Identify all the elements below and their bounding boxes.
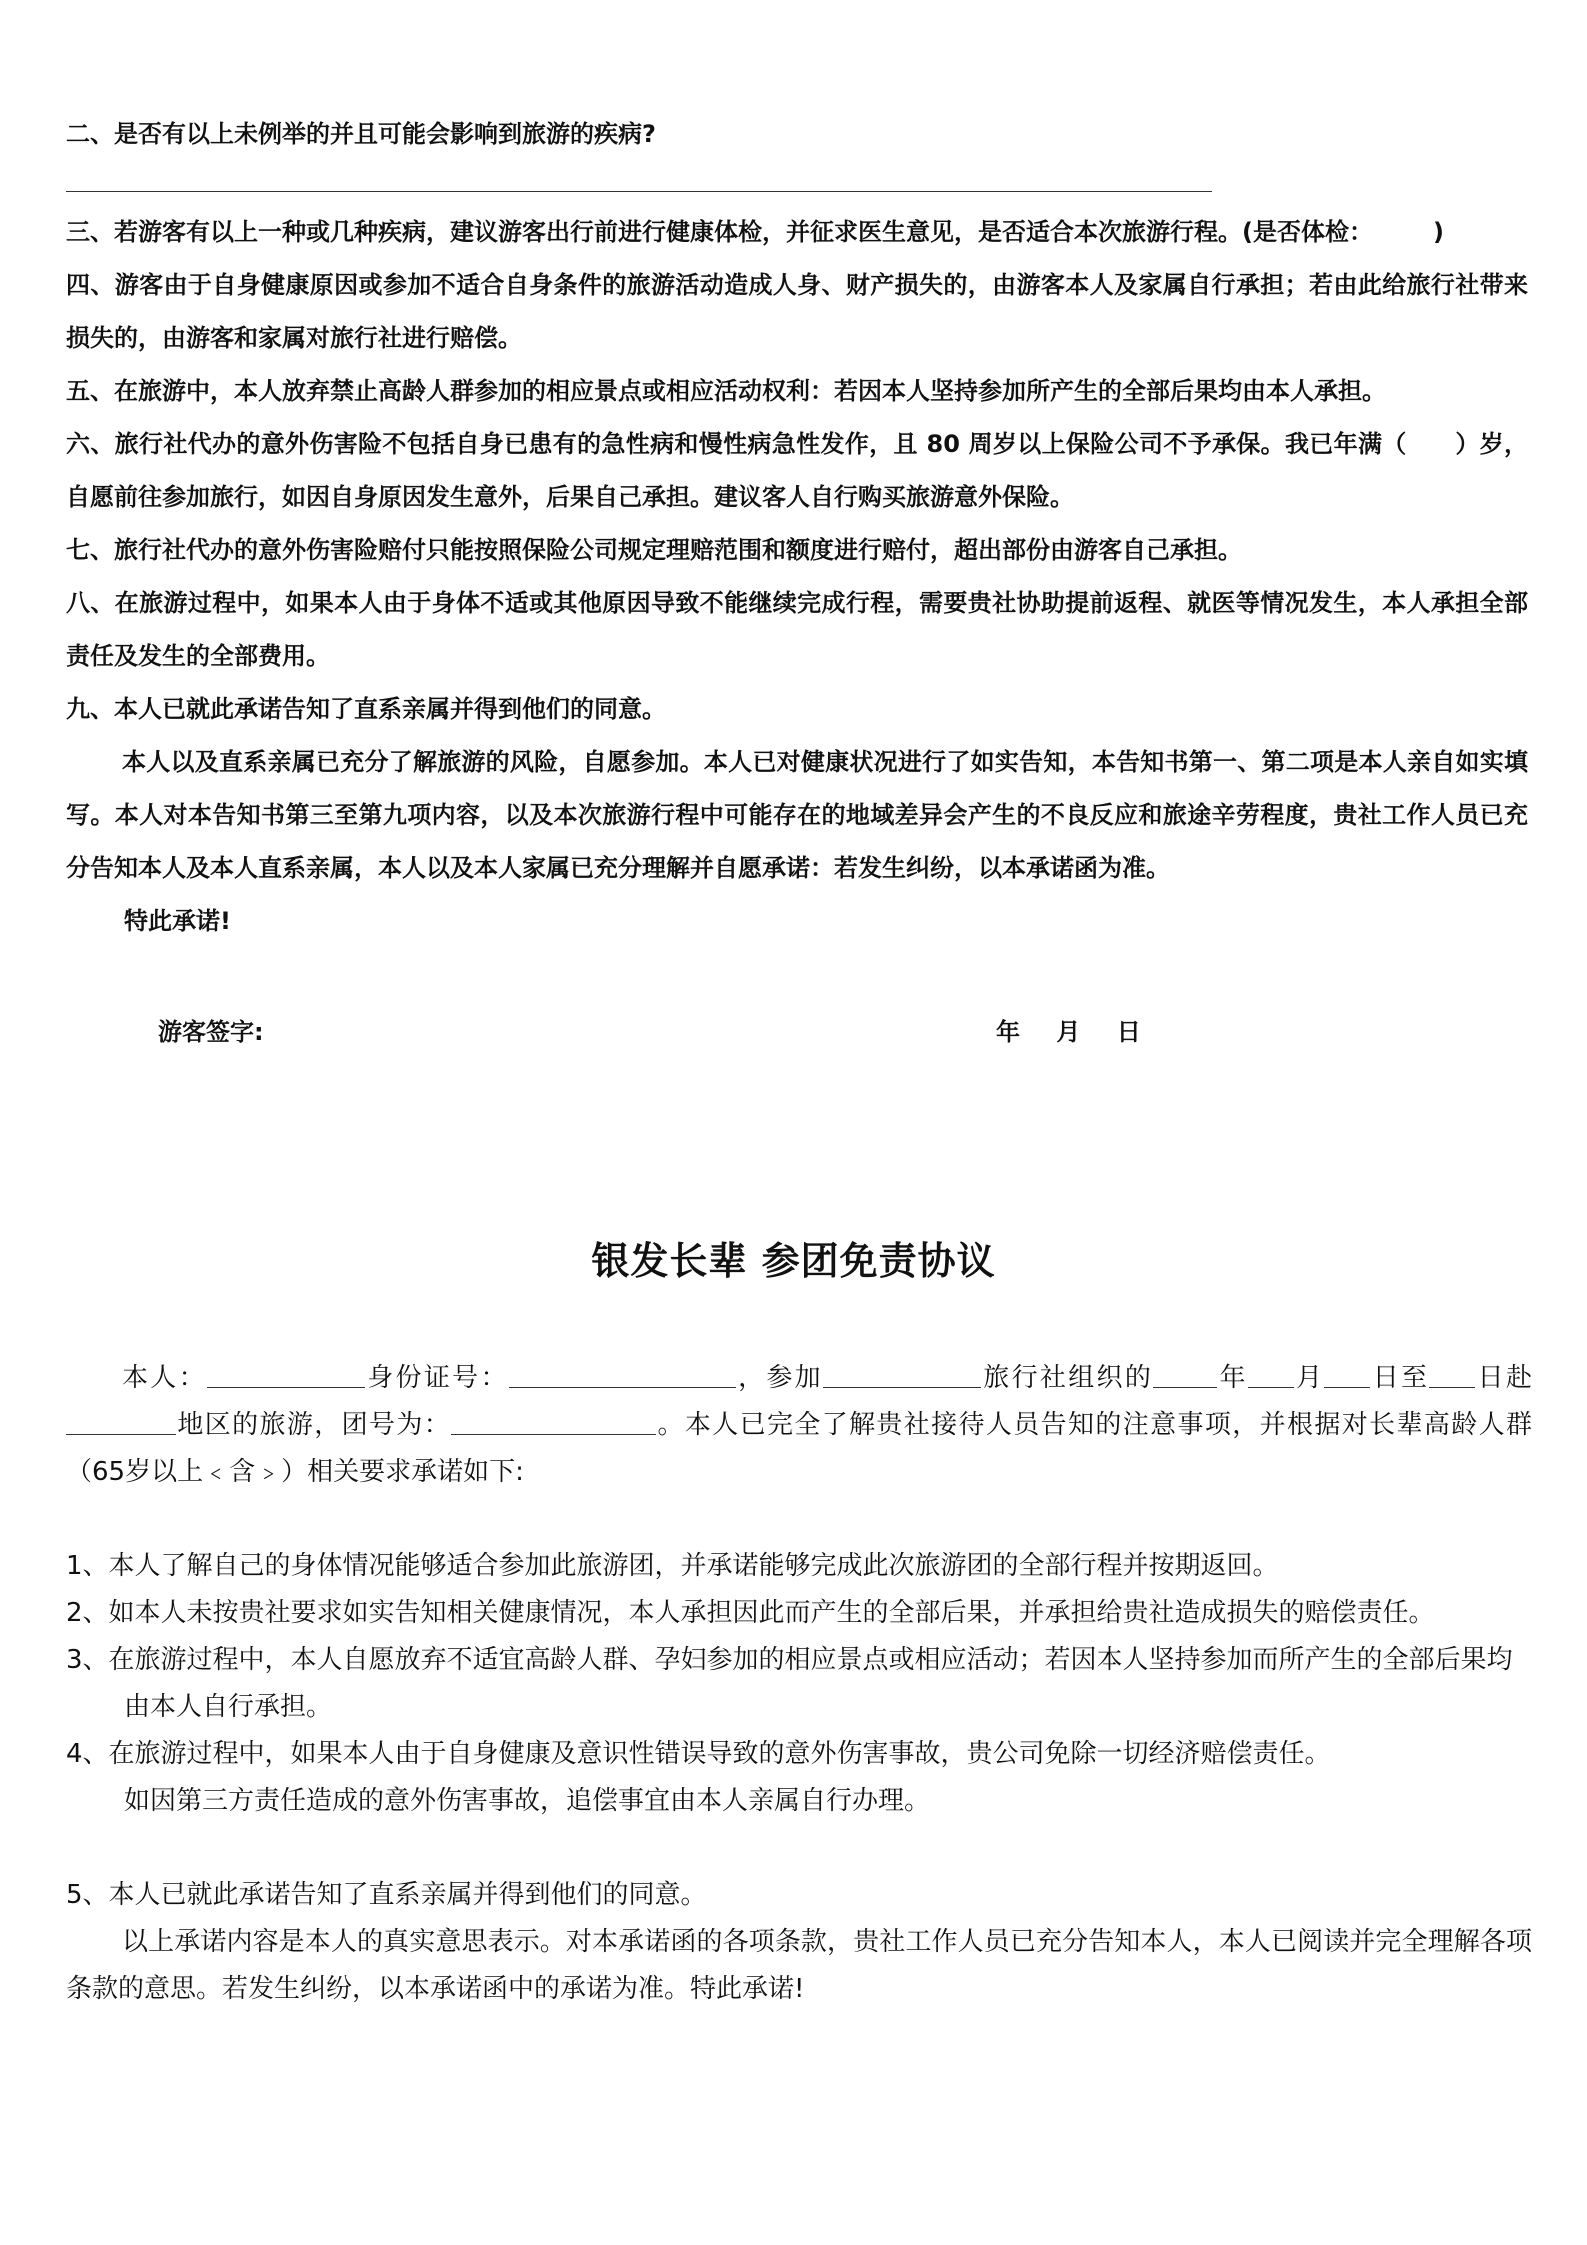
- signature-row: [158, 1012, 1258, 1052]
- agreement-item-1: 1、本人了解自己的身体情况能够适合参加此旅游团，并承诺能够完成此次旅游团的全部行程并按期返回。: [66, 1551, 1279, 1581]
- agreement-item-3: 3、在旅游过程中，本人自愿放弃不适宜高龄人群、孕妇参加的相应景点或相应活动；若因本人坚持参加而所产生的全部后果均由本人自行承担。: [66, 1645, 1513, 1722]
- clause-five: 五、在旅游中，本人放弃禁止高龄人群参加的相应景点或相应活动权利：若因本人坚持参加所产生的全部后果均由本人承担。: [66, 377, 1386, 405]
- name-field[interactable]: [207, 1357, 365, 1388]
- intro-paragraph: [66, 1355, 1532, 1496]
- agreement-item-5: 5、本人已就此承诺告知了直系亲属并得到他们的同意。: [66, 1880, 707, 1910]
- start-day-field[interactable]: [1324, 1357, 1370, 1388]
- group-number-field[interactable]: [451, 1404, 656, 1435]
- clause-nine: 九、本人已就此承诺告知了直系亲属并得到他们的同意。: [66, 695, 666, 723]
- date-month-label: 月: [1056, 1018, 1081, 1046]
- date-day-label: 日: [1116, 1018, 1141, 1046]
- destination-field[interactable]: [66, 1404, 176, 1435]
- agreement-title: 银发长辈 参团免责协议: [591, 1239, 996, 1283]
- until-label: 日至: [1370, 1363, 1430, 1393]
- agency-field[interactable]: [823, 1357, 981, 1388]
- start-year-field[interactable]: [1153, 1357, 1217, 1388]
- id-number-field[interactable]: [509, 1357, 736, 1388]
- spacer: [66, 1496, 1532, 1543]
- final-statement: 以上承诺内容是本人的真实意思表示。对本承诺函的各项条款，贵社工作人员已充分告知本人，本人已阅读并完全理解各项条款的意思。若发生纠纷，以本承诺函中的承诺为准。特此承诺!: [66, 1927, 1532, 2004]
- question-two: 二、是否有以上未例举的并且可能会影响到旅游的疾病?: [66, 120, 656, 148]
- destination-prefix: 赴: [1505, 1363, 1532, 1393]
- end-day-field[interactable]: [1429, 1357, 1475, 1388]
- consent-statement: 本人以及直系亲属已充分了解旅游的风险，自愿参加。本人已对健康状况进行了如实告知，本告知书第一、第二项是本人亲自如实填写。本人对本告知书第三至第九项内容，以及本次旅游行程中可能存在的地域差异会产生的不良反应和旅途辛劳程度，贵社工作人员已充分告知本人及本人直系亲属，本人以及本人家属已充分理解并自愿承诺：若发生纠纷，以本承诺函为准。: [66, 748, 1528, 882]
- name-label: 本人：: [122, 1363, 207, 1393]
- agency-label: 旅行社组织的: [981, 1363, 1154, 1393]
- join-label: ，参加: [735, 1363, 823, 1393]
- clause-seven: 七、旅行社代办的意外伤害险赔付只能按照保险公司规定理赔范围和额度进行赔付，超出部份由游客自己承担。: [66, 536, 1242, 564]
- start-month-field[interactable]: [1248, 1357, 1294, 1388]
- spacer: [66, 1825, 1532, 1872]
- disclaimer-agreement: [66, 1355, 1532, 2013]
- clause-four: 四、游客由于自身健康原因或参加不适合自身条件的旅游活动造成人身、财产损失的，由游客本人及家属自行承担；若由此给旅行社带来损失的，由游客和家属对旅行社进行赔偿。: [66, 271, 1528, 352]
- clause-three: 三、若游客有以上一种或几种疾病，建议游客出行前进行健康体检，并征求医生意见，是否适合本次旅游行程。(是否体检： ): [66, 218, 1444, 246]
- closing-statement: 特此承诺!: [124, 907, 231, 935]
- month-label: 月: [1293, 1363, 1325, 1393]
- year-label: 年: [1217, 1363, 1248, 1393]
- signature-label[interactable]: 游客签字:: [158, 1018, 264, 1046]
- intro-commitment: 。本人已完全了解贵社接待人员告知的注意事项，并根据对长辈高龄人群（65岁以上﹤含﹥）相关要求承诺如下:: [66, 1410, 1532, 1487]
- agreement-item-4: 4、在旅游过程中，如果本人由于自身健康及意识性错误导致的意外伤害事故，贵公司免除一切经济赔偿责任。: [66, 1739, 1331, 1769]
- signature-date[interactable]: [996, 1012, 1141, 1047]
- agreement-item-4-continued: 如因第三方责任造成的意外伤害事故，追偿事宜由本人亲属自行办理。: [124, 1786, 931, 1816]
- clause-eight: 八、在旅游过程中，如果本人由于身体不适或其他原因导致不能继续完成行程，需要贵社协助提前返程、就医等情况发生，本人承担全部责任及发生的全部费用。: [66, 589, 1528, 670]
- answer-line[interactable]: [66, 191, 1212, 192]
- agreement-item-2: 2、如本人未按贵社要求如实告知相关健康情况，本人承担因此而产生的全部后果，并承担给贵社造成损失的赔偿责任。: [66, 1598, 1435, 1628]
- id-number-label: 身份证号：: [364, 1363, 509, 1393]
- group-number-label: 地区的旅游，团号为：: [176, 1410, 452, 1440]
- date-year-label: 年: [996, 1018, 1020, 1046]
- health-declaration-section: [66, 108, 1528, 948]
- day-label: 日: [1475, 1363, 1506, 1393]
- clause-six: 六、旅行社代办的意外伤害险不包括自身已患有的急性病和慢性病急性发作，且 80 周岁以上保险公司不予承保。我已年满（ ）岁，自愿前往参加旅行，如因自身原因发生意外，后果自己承担。建议客人自行购买旅游意外保险。: [66, 430, 1528, 511]
